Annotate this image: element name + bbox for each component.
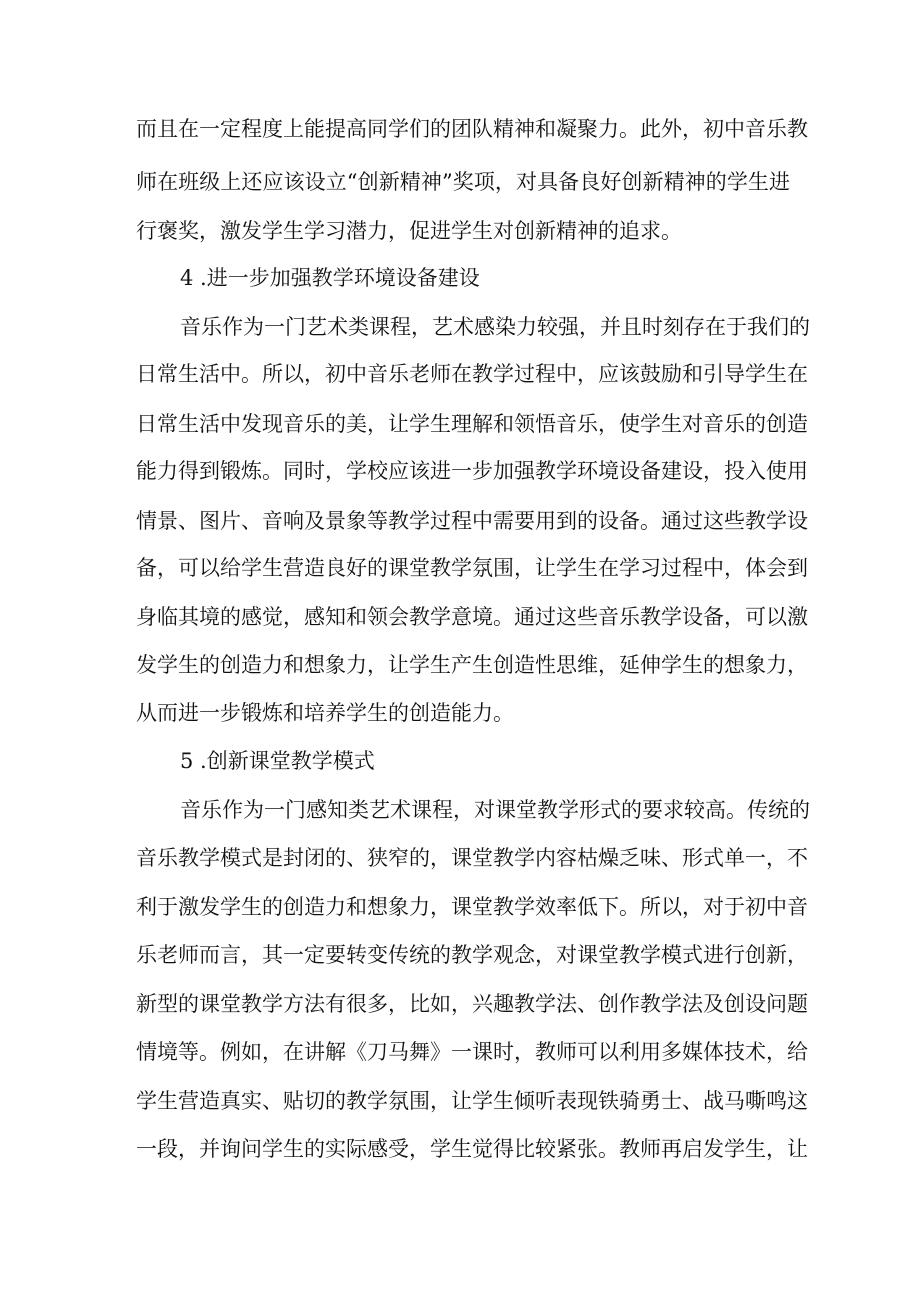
paragraph-line: 情景、图片、音响及景象等教学过程中需要用到的设备。通过这些教学设 [136,509,808,533]
paragraph-line: 新型的课堂教学方法有很多，比如，兴趣教学法、创作教学法及创设问题 [136,992,808,1016]
paragraph-line: 一段，并询问学生的实际感受，学生觉得比较紧张。教师再启发学生，让 [136,1137,808,1161]
paragraph-line: 日常生活中发现音乐的美，让学生理解和领悟音乐，使学生对音乐的创造 [136,412,808,436]
paragraph-line: 音乐作为一门感知类艺术课程，对课堂教学形式的要求较高。传统的 [180,798,810,822]
paragraph-line: 情境等。例如，在讲解《刀马舞》一课时，教师可以利用多媒体技术，给 [136,1040,808,1064]
paragraph-line: 身临其境的感觉，感知和领会教学意境。通过这些音乐教学设备，可以激 [136,605,808,629]
paragraph-line: 音乐教学模式是封闭的、狭窄的，课堂教学内容枯燥乏味、形式单一，不 [136,846,808,870]
paragraph-line: 能力得到锻炼。同时，学校应该进一步加强教学环境设备建设，投入使用 [136,459,808,483]
paragraph-line: 备，可以给学生营造良好的课堂教学氛围，让学生在学习过程中，体会到 [136,556,808,580]
paragraph-line: 日常生活中。所以，初中音乐老师在教学过程中，应该鼓励和引导学生在 [136,362,808,386]
section-heading-5: 5 .创新课堂教学模式 [180,749,375,773]
paragraph-line: 利于激发学生的创造力和想象力，课堂教学效率低下。所以，对于初中音 [136,895,808,919]
paragraph-line: 行褒奖，激发学生学习潜力，促进学生对创新精神的追求。 [136,219,682,243]
paragraph-line: 而且在一定程度上能提高同学们的团队精神和凝聚力。此外，初中音乐教 [136,117,808,141]
paragraph-line: 音乐作为一门艺术类课程，艺术感染力较强，并且时刻存在于我们的 [180,315,810,339]
paragraph-line: 学生营造真实、贴切的教学氛围，让学生倾听表现铁骑勇士、战马嘶鸣这 [136,1089,808,1113]
paragraph-line: 乐老师而言，其一定要转变传统的教学观念，对课堂教学模式进行创新， [136,943,808,967]
paragraph-line: 从而进一步锻炼和培养学生的创造能力。 [136,701,514,725]
section-heading-4: 4 .进一步加强教学环境设备建设 [180,266,480,290]
paragraph-line: 师在班级上还应该设立“创新精神”奖项，对具备良好创新精神的学生进 [136,170,790,194]
paragraph-line: 发学生的创造力和想象力，让学生产生创造性思维，延伸学生的想象力， [136,653,808,677]
